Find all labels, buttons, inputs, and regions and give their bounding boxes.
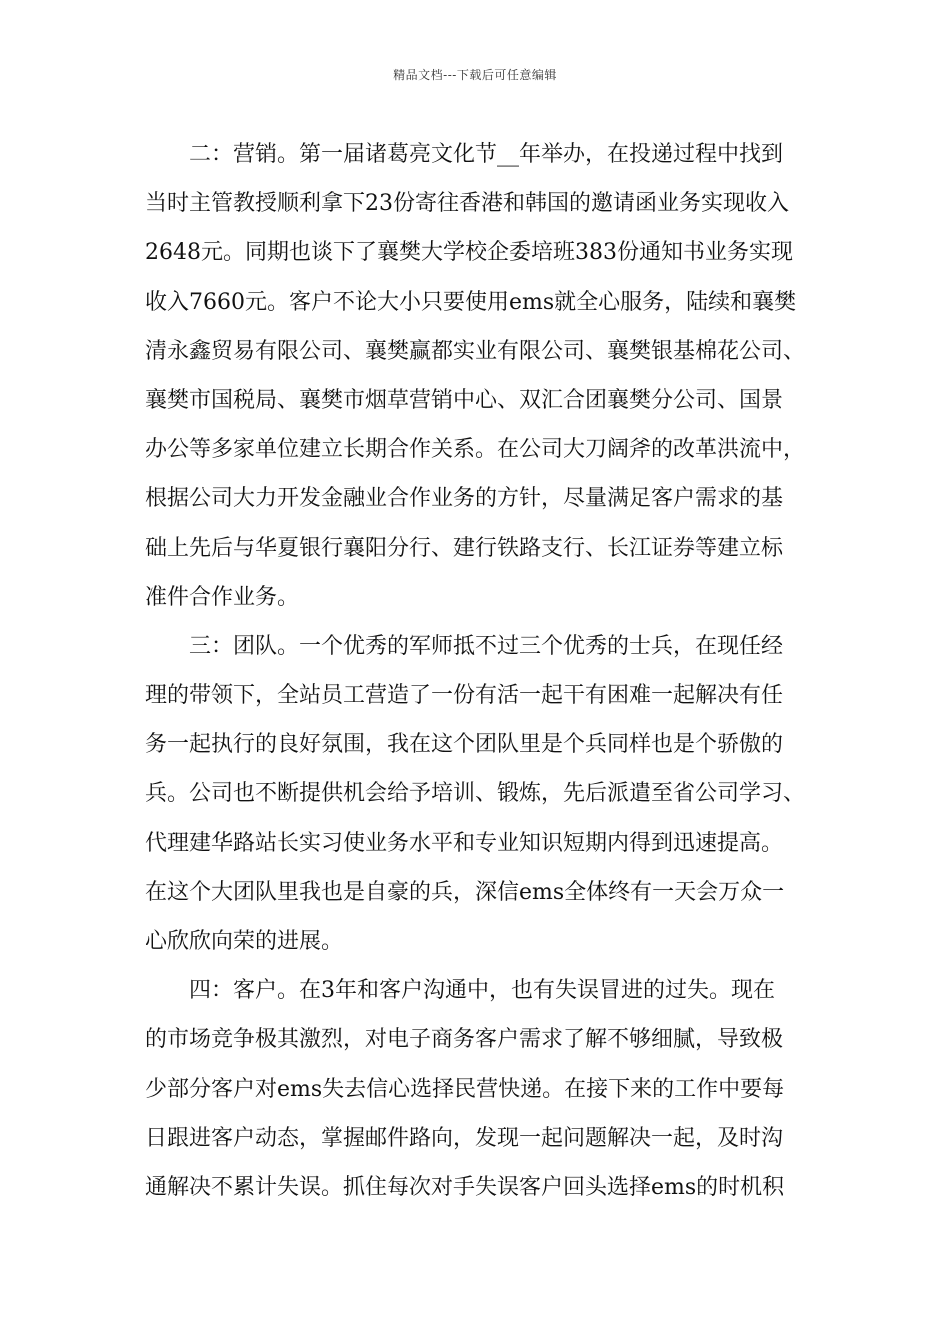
- paragraph-line: 兵。公司也不断提供机会给予培训、锻炼，先后派遣至省公司学习、: [145, 781, 806, 807]
- paragraph-line: 代理建华路站长实习使业务水平和专业知识短期内得到迅速提高。: [145, 830, 784, 856]
- paragraph-line: 三：团队。一个优秀的军师抵不过三个优秀的士兵，在现任经: [189, 633, 784, 659]
- paragraph-line: 心欣欣向荣的进展。: [145, 929, 344, 954]
- paragraph-line: 少部分客户对ems失去信心选择民营快递。在接下来的工作中要每: [145, 1076, 785, 1102]
- paragraph-line: 四：客户。在3年和客户沟通中，也有失误冒进的过失。现在: [189, 978, 775, 1004]
- paragraph-line: 日跟进客户动态，掌握邮件路向，发现一起问题解决一起，及时沟: [145, 1125, 784, 1151]
- page-header: 精品文档---下载后可任意编辑: [393, 68, 557, 82]
- paragraph-line: 二：营销。第一届诸葛亮文化节__年举办，在投递过程中找到: [189, 142, 784, 167]
- paragraph-line: 根据公司大力开发金融业合作业务的方针，尽量满足客户需求的基: [145, 486, 784, 512]
- paragraph-line: 办公等多家单位建立长期合作关系。在公司大刀阔斧的改革洪流中，: [145, 437, 806, 463]
- paragraph-line: 的市场竞争极其激烈，对电子商务客户需求了解不够细腻，导致极: [145, 1027, 784, 1053]
- paragraph-line: 通解决不累计失误。抓住每次对手失误客户回头选择ems的时机积: [145, 1174, 785, 1200]
- paragraph-line: 当时主管教授顺利拿下23份寄往香港和韩国的邀请函业务实现收入: [145, 191, 789, 217]
- paragraph-line: 清永鑫贸易有限公司、襄樊赢都实业有限公司、襄樊银基棉花公司、: [145, 338, 806, 364]
- paragraph-line: 2648元。同期也谈下了襄樊大学校企委培班383份通知书业务实现: [145, 240, 793, 266]
- paragraph-line: 襄樊市国税局、襄樊市烟草营销中心、双汇合团襄樊分公司、国景: [145, 387, 784, 413]
- paragraph-team: [145, 622, 813, 966]
- paragraph-line: 理的带领下，全站员工营造了一份有活一起干有困难一起解决有任: [145, 683, 784, 709]
- paragraph-customers: [145, 966, 813, 1212]
- document-body: [145, 130, 813, 1212]
- paragraph-line: 准件合作业务。: [145, 584, 300, 610]
- paragraph-line: 收入7660元。客户不论大小只要使用ems就全心服务，陆续和襄樊: [145, 289, 797, 315]
- paragraph-line: 务一起执行的良好氛围，我在这个团队里是个兵同样也是个骄傲的: [145, 732, 784, 758]
- paragraph-line: 础上先后与华夏银行襄阳分行、建行铁路支行、长江证券等建立标: [145, 535, 784, 561]
- paragraph-line: 在这个大团队里我也是自豪的兵，深信ems全体终有一天会万众一: [145, 879, 785, 905]
- paragraph-marketing: [145, 130, 813, 622]
